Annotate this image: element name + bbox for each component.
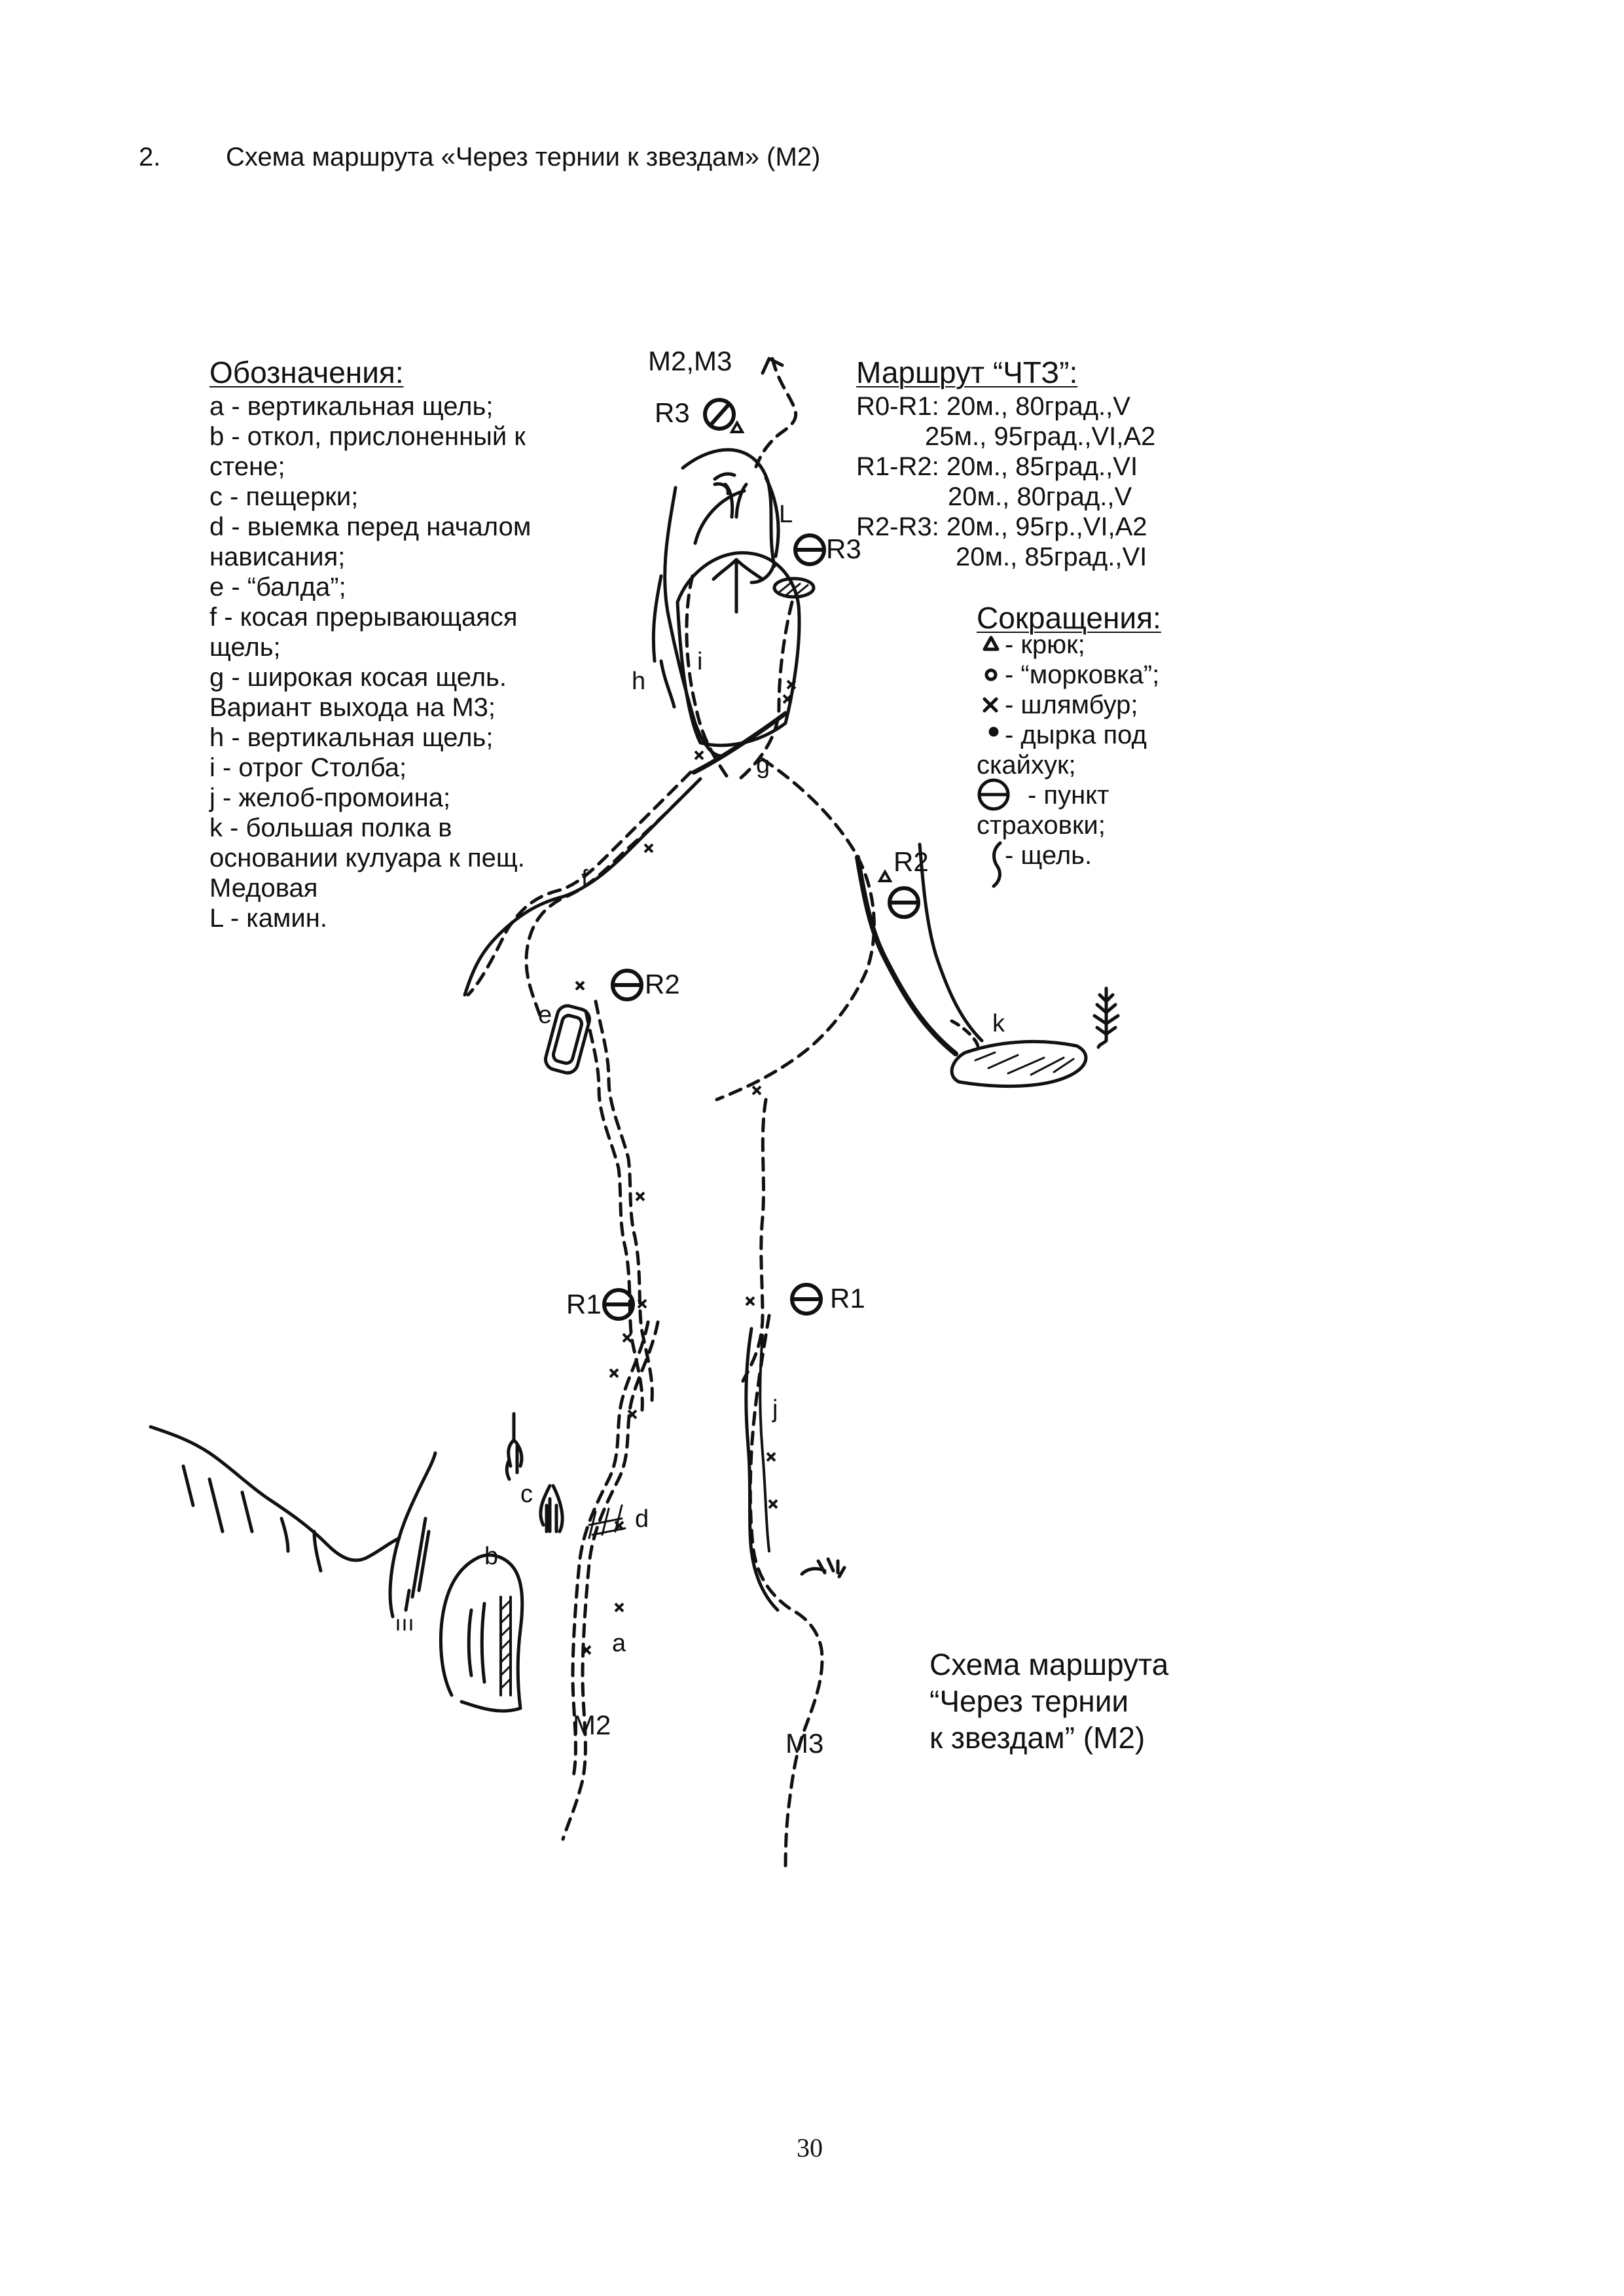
- label-r1-right: R1: [830, 1283, 865, 1314]
- legend-title: Обозначения:: [209, 355, 404, 389]
- route-line: 25м., 95град.,VI,A2: [925, 422, 1156, 451]
- label-r2-left: R2: [645, 969, 680, 999]
- abbr-carrot: - “морковка”;: [1005, 660, 1160, 689]
- route-line: R2-R3: 20м., 95гр.,VI,A2: [856, 512, 1147, 541]
- route-top-arrow: [763, 359, 782, 373]
- belay-r1-left: [604, 1290, 633, 1319]
- label-h: h: [632, 668, 646, 695]
- legend-line: Вариант выхода на М3;: [209, 693, 496, 722]
- legend-line: i - отрог Столба;: [209, 753, 407, 782]
- legend-line: f - косая прерывающаяся: [209, 603, 518, 632]
- belay-station-icon: [979, 780, 1008, 809]
- route-info-title: Маршрут “ЧТЗ”:: [856, 355, 1078, 389]
- heading-number: 2.: [139, 143, 161, 171]
- label-b: b: [484, 1543, 499, 1570]
- legend-line: j - желоб-промоина;: [209, 783, 451, 812]
- belay-r3-right: [795, 535, 824, 564]
- belay-r2-right: [890, 888, 918, 917]
- abbr-title: Сокращения:: [977, 601, 1161, 635]
- couloir-j-exit-mark: [802, 1559, 844, 1577]
- abbr-skyhook: - дырка под: [1005, 721, 1147, 749]
- legend-line: b - откол, прислоненный к: [209, 422, 526, 451]
- route-line: 20м., 85град.,VI: [956, 543, 1147, 571]
- belay-r2-left: [613, 971, 641, 999]
- abbr-hook: - крюк;: [1005, 630, 1085, 659]
- belay-r3-left: [705, 400, 734, 429]
- rock-slope: [151, 1427, 435, 1630]
- crack-right-k-2: [920, 844, 982, 1041]
- hook-marks: [732, 423, 890, 881]
- carrot-icon: [986, 670, 996, 679]
- hook-icon: [984, 637, 998, 649]
- route-m2-upper-b: [586, 1011, 642, 1417]
- label-m2-m3-top: М2,М3: [648, 346, 732, 376]
- legend-line: e - “балда”;: [209, 573, 346, 601]
- route-line: 20м., 80град.,V: [948, 482, 1132, 511]
- label-e: e: [538, 1001, 552, 1029]
- route-line: R0-R1: 20м., 80град.,V: [856, 392, 1130, 421]
- legend-line: Медовая: [209, 874, 318, 903]
- scheme-caption: [929, 1646, 1168, 1756]
- abbr-crack: - щель.: [1005, 841, 1092, 870]
- label-a: a: [612, 1630, 626, 1657]
- abbr-belay: - пункт: [1028, 781, 1110, 810]
- ledge-k-hatch: [975, 1052, 1074, 1075]
- label-i: i: [697, 648, 703, 675]
- route-g-variant: [717, 759, 874, 1100]
- skyhook-hole-icon: [990, 728, 997, 735]
- legend-line: c - пещерки;: [209, 482, 359, 511]
- caption-line: “Через тернии: [929, 1684, 1129, 1718]
- abbr-belay-cont: страховки;: [977, 811, 1106, 840]
- page-number: 30: [797, 2133, 823, 2162]
- label-r3-right: R3: [826, 533, 861, 564]
- legend-line: g - широкая косая щель.: [209, 663, 507, 692]
- block-b: [441, 1555, 522, 1711]
- cave-c1: [507, 1414, 522, 1479]
- cave-c2: [541, 1486, 562, 1532]
- route-f: [468, 772, 691, 995]
- legend-line: k - большая полка в: [209, 814, 452, 842]
- legend-line: h - вертикальная щель;: [209, 723, 494, 752]
- label-c: c: [520, 1480, 533, 1508]
- label-k: k: [992, 1010, 1005, 1037]
- belay-r1-right: [792, 1285, 821, 1314]
- label-m2-bottom: М2: [573, 1710, 611, 1740]
- abbr-skyhook-cont: скайхук;: [977, 751, 1076, 780]
- label-r2-right: R2: [893, 846, 929, 877]
- label-L: L: [779, 501, 793, 528]
- legend-line: нависания;: [209, 543, 346, 571]
- label-j: j: [772, 1395, 778, 1423]
- route-line: R1-R2: 20м., 85град.,VI: [856, 452, 1138, 481]
- bolt-icon: [984, 699, 996, 711]
- label-m3-bottom: М3: [785, 1728, 824, 1759]
- caption-line: к звездам” (М2): [929, 1721, 1146, 1755]
- abbr-bolt: - шлямбур;: [1005, 691, 1138, 719]
- label-f: f: [581, 865, 588, 893]
- label-r3-left: R3: [655, 397, 690, 428]
- couloir-j-left: [746, 1329, 778, 1610]
- legend-line: L - камин.: [209, 904, 327, 933]
- legend-line: стене;: [209, 452, 285, 481]
- page-heading: Схема маршрута «Через тернии к звездам» (М2): [226, 143, 821, 171]
- route-top: [756, 359, 796, 467]
- label-g: g: [756, 751, 770, 779]
- caption-line: Схема маршрута: [929, 1647, 1169, 1681]
- couloir-j-right: [760, 1335, 769, 1551]
- tree-icon: [1094, 988, 1118, 1047]
- legend-line: a - вертикальная щель;: [209, 392, 494, 421]
- legend-line: основании кулуара к пещ.: [209, 844, 525, 872]
- legend-line: щель;: [209, 633, 281, 662]
- legend-line: d - выемка перед началом: [209, 512, 532, 541]
- label-d: d: [635, 1505, 649, 1533]
- route-m2-upper: [596, 1001, 652, 1407]
- crack-icon: [994, 843, 1000, 886]
- label-r1-left: R1: [566, 1289, 602, 1319]
